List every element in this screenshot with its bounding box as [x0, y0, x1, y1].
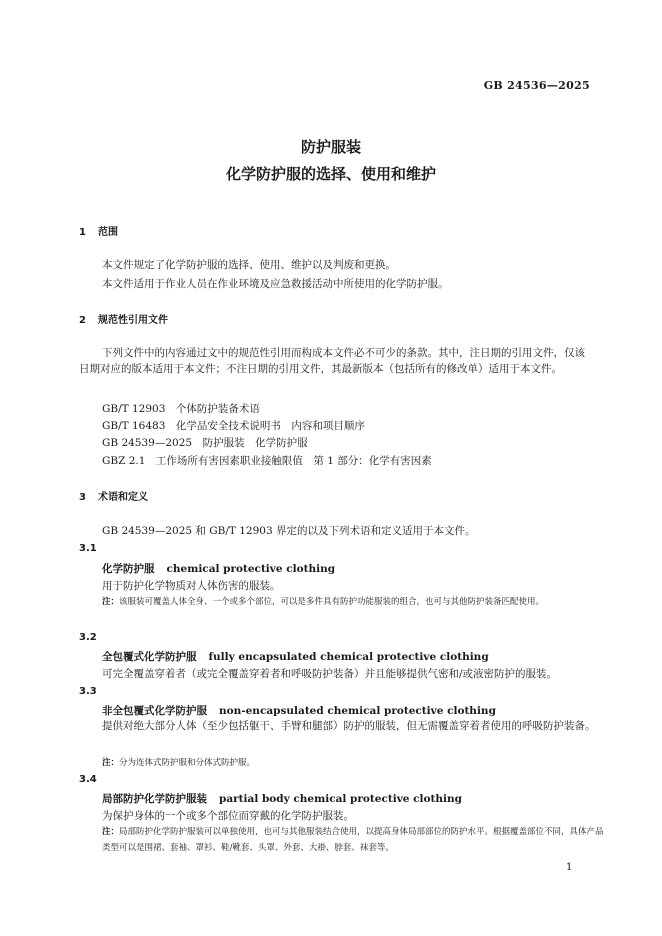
- term-chinese: 局部防护化学防护服装: [102, 793, 207, 805]
- term-title: [102, 561, 335, 576]
- term-title: [102, 703, 496, 718]
- section-number: 2: [79, 315, 86, 326]
- term-english: chemical protective clothing: [166, 563, 336, 575]
- term-definition: 可完全覆盖穿着者（或完全覆盖穿着者和呼吸防护装备）并且能够提供气密和/或液密防护的服装。: [102, 668, 558, 680]
- note-label: 注：: [102, 827, 120, 837]
- document-title-line2: 化学防护服的选择、使用和维护: [225, 165, 436, 183]
- term-number: 3.3: [79, 686, 97, 697]
- document-title-line1: 防护服装: [300, 138, 361, 156]
- term-note: [102, 824, 610, 856]
- term-definition: 提供对绝大部分人体（至少包括躯干、手臂和腿部）防护的服装，但无需覆盖穿着者使用的呼吸防护装备。: [102, 720, 596, 732]
- term-number: 3.2: [79, 632, 97, 643]
- page-number: 1: [566, 862, 573, 873]
- term-note: [102, 594, 610, 610]
- section-3-heading: [79, 488, 148, 503]
- section-2-heading: [79, 311, 168, 326]
- paragraph: GB 24539—2025 和 GB/T 12903 界定的以及下列术语和定义适用于本文件。: [102, 525, 476, 537]
- term-number: 3.1: [79, 543, 97, 554]
- section-number: 1: [79, 227, 86, 238]
- term-english: partial body chemical protective clothing: [219, 793, 462, 805]
- note-text: 局部防护化学防护服装可以单独使用，也可与其他服装结合使用，以提高身体局部部位的防护水平。根据覆盖部位不同，具体产品类型可以是围裙、套袖、罩衫、鞋/靴套、头罩、外套、大褂、脖套、袜套等。: [102, 827, 604, 853]
- term-chinese: 化学防护服: [102, 563, 155, 575]
- term-chinese: 非全包覆式化学防护服: [102, 705, 207, 717]
- note-text: 分为连体式防护服和分体式防护服。: [119, 758, 256, 768]
- reference-item: GB/T 16483 化学品安全技术说明书 内容和项目顺序: [102, 420, 365, 432]
- paragraph: 下列文件中的内容通过文中的规范性引用而构成本文件必不可少的条款。其中，注日期的引用文件，仅该日期对应的版本适用于本文件；不注日期的引用文件，其最新版本（包括所有的修改单）适用于本文件。: [79, 347, 585, 375]
- term-number: 3.4: [79, 774, 97, 785]
- section-title: 术语和定义: [98, 492, 148, 503]
- section-title: 范围: [98, 227, 118, 238]
- note-label: 注：: [102, 758, 120, 768]
- reference-item: GB 24539—2025 防护服装 化学防护服: [102, 437, 308, 449]
- reference-item: GB/T 12903 个体防护装备术语: [102, 403, 260, 415]
- note-text: 该服装可覆盖人体全身、一个或多个部位，可以是多件具有防护功能服装的组合，也可与其他防护装备匹配使用。: [119, 597, 545, 607]
- term-definition: 为保护身体的一个或多个部位而穿戴的化学防护服装。: [102, 810, 354, 822]
- term-english: fully encapsulated chemical protective clothing: [208, 651, 489, 663]
- reference-item: GBZ 2.1 工作场所有害因素职业接触限值 第 1 部分：化学有害因素: [102, 455, 432, 467]
- term-chinese: 全包覆式化学防护服: [102, 651, 197, 663]
- term-definition: 用于防护化学物质对人体伤害的服装。: [102, 580, 281, 592]
- note-label: 注：: [102, 597, 120, 607]
- term-english: non-encapsulated chemical protective clothing: [219, 705, 496, 717]
- term-title: [102, 649, 489, 664]
- section-title: 规范性引用文件: [98, 315, 168, 326]
- document-code: GB 24536—2025: [483, 79, 590, 92]
- paragraph: 本文件规定了化学防护服的选择、使用、维护以及判废和更换。: [102, 259, 396, 271]
- paragraph: 本文件适用于作业人员在作业环境及应急救援活动中所使用的化学防护服。: [102, 278, 449, 290]
- term-title: [102, 791, 462, 806]
- section-1-heading: [79, 223, 118, 238]
- term-note: [102, 755, 610, 771]
- section-number: 3: [79, 492, 86, 503]
